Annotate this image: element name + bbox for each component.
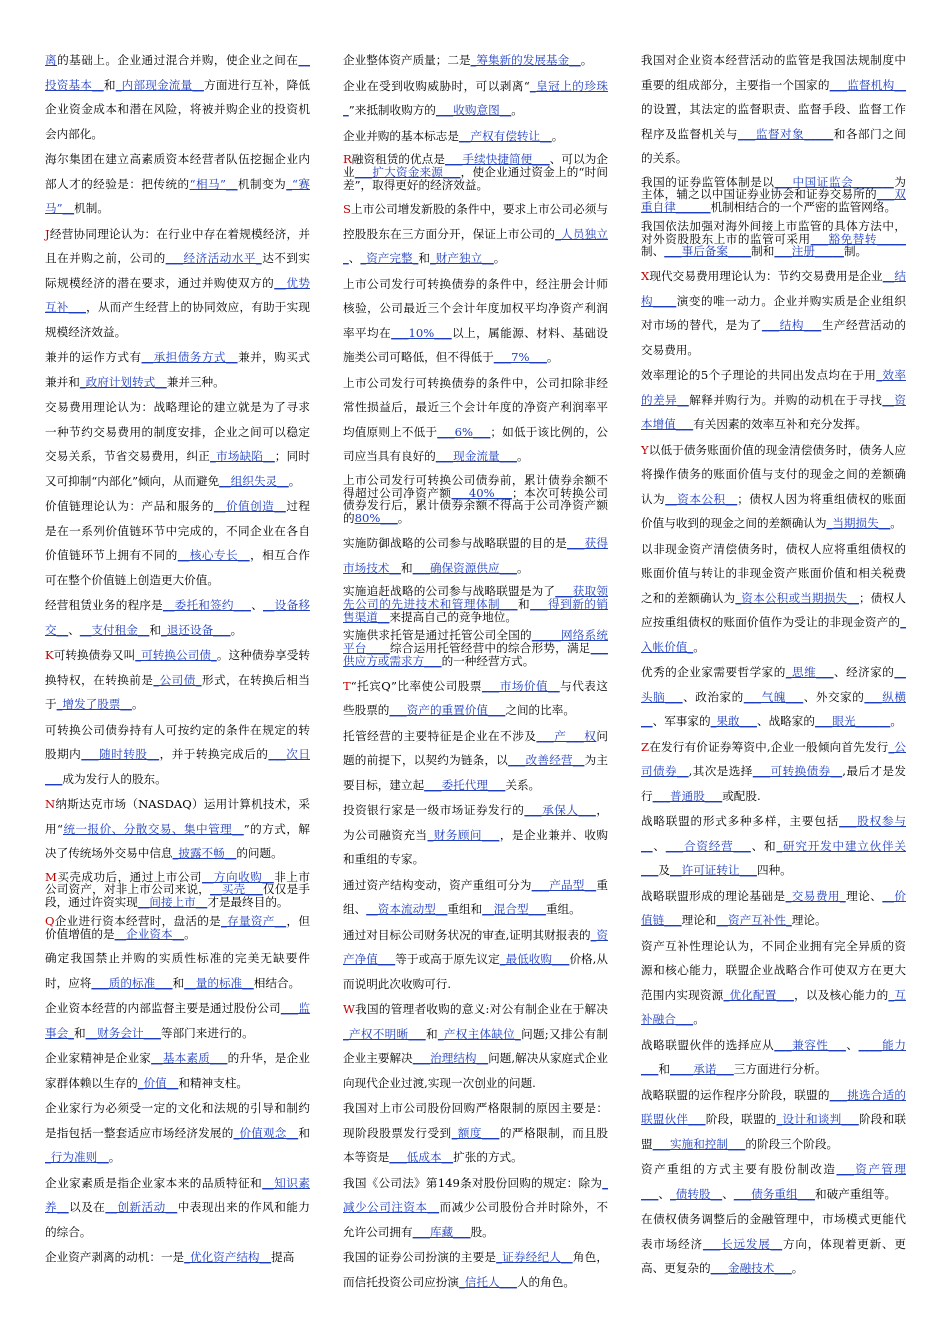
fill-in-answer: ___兼容性___ [774,1037,846,1052]
fill-in-answer: ___市场价值__ [481,678,560,693]
paragraph: 在债权债务调整后的金融管理中，市场模式更能代表市场经济___长远发展__方向，体现着更新、更高、更复杂的___金融技术___。 [641,1212,906,1276]
paragraph: 托管经营的主要特征是企业在不涉及___产___权问题的前提下，以契约为链条，以___改善经营__为主要目标，建立起___委托代理___关系。 [343,728,608,792]
fill-in-answer: _内部现金流量__ [115,77,204,92]
fill-in-answer: _市场缺陷__ [210,449,275,463]
fill-in-answer: ___6%___ [437,424,491,439]
fill-in-answer: __资产互补性_ [716,913,792,928]
paragraph: 实施追赶战略的公司参与战略联盟是为了___获取领先公司的先进技术和管理体制___和___得到新的销售渠道__来提高自己的竞争地位。 [343,584,608,624]
fill-in-answer: ___监事会_ [45,1001,310,1040]
fill-in-answer: _价值__ [137,1075,179,1090]
fill-in-answer: __混合型___ [482,902,546,917]
fill-in-answer: __产权有偿转让__ [458,128,552,143]
fill-in-answer: ___结构___ [761,318,822,333]
paragraph: 企业家素质是指企业家本来的品质特征和__知识素养__以及在__创新活动__中表现出来的作风和能力的综合。 [45,1175,310,1239]
paragraph: 优秀的企业家需要哲学家的_思维___、经济家的__头脑___、政治家的___气魄___、外交家的___纵横__、军事家的_果敢___、战略家的___眼光______。 [641,665,906,729]
paragraph: 战略联盟的形式多种多样，主要包括___股权参与__、___合资经营___、和_研究开发中建立伙伴关___及__许可证转让___四种。 [641,814,906,878]
fill-in-answer: ___气魄___ [743,689,804,704]
fill-in-answer: _思维___ [785,665,834,680]
fill-in-answer: _当期损失__ [826,516,891,531]
fill-in-answer: ___资产的重置价值___ [389,703,506,718]
fill-in-answer: ___股权参与__ [641,814,906,853]
fill-in-answer: ___实施和控制___ [652,1136,746,1151]
fill-in-answer: ___合资经营___ [665,838,751,853]
fill-in-answer: _减少公司注资本__ [343,1175,608,1215]
index-letter: X [641,269,650,284]
fill-in-answer: _退还设备___ [161,622,231,637]
paragraph: T“托宾Q”比率使公司股票___市场价值__与代表这些股票的___资产的重置价值___之间的比率。 [343,678,608,718]
fill-in-answer: _皇冠上的珍珠_ [343,78,608,117]
paragraph: 我国《公司法》第149条对股份回购的规定：除为_减少公司注资本__而减少公司股份合并时除外，不允许公司拥有___库藏___股。 [343,1175,608,1239]
fill-in-answer: _资本公积或当期损失__ [735,590,859,605]
fill-in-answer: ___长远发展__ [702,1236,783,1251]
paragraph: 投资银行家是一级市场证券发行的___承保人___，为公司融资充当_财务顾问___，是企业兼并、收购和重组的专家。 [343,803,608,867]
fill-in-answer: _政府计划转式__ [79,374,167,389]
fill-in-answer: __间接上市__ [137,895,208,910]
paragraph: 确定我国禁止并购的实质性标准的完美无缺要件时，应将___质的标准___和__量的标准__相结合。 [45,951,310,990]
fill-in-answer: ___随时转股__ [81,747,160,761]
fill-in-answer: _效率的差异__ [641,368,906,407]
fill-in-answer: ___库藏___ [412,1224,471,1239]
fill-in-answer: __委托和签约___ [162,598,252,612]
fill-in-answer: _优化资产结构__ [184,1250,272,1265]
paragraph: 我国的证券监管体制是以___中国证监会_______为主体，辅之以中国证券业协会和证券交易所的___双重自律______机制相结合的一个严密的监管网络。 [641,174,906,215]
fill-in-answer: __设备移交__ [45,598,310,637]
fill-in-answer: ___现金流量___ [435,449,517,464]
fill-in-answer: ___7%___ [493,350,547,365]
fill-in-answer: ____能力___ [641,1037,906,1077]
paragraph: 交易费用理论认为：战略理论的建立就是为了寻求一种节约交易费用的制度安排，企业之间可以稳定交易关系，节省交易费用，纠正_市场缺陷__；同时又可抑制“内部化”倾向，从而避免__组织失灵__。 [45,400,310,488]
paragraph: 以非现金资产清偿债务时，债权人应将重组债权的账面价值与转让的非现金资产账面价值和相关税费之和的差额确认为_资本公积或当期损失__；债权人应按重组债权的账面价值作为受让的非现金资产的_入帐价值_。 [641,541,906,654]
fill-in-answer: __价值链___ [641,888,906,928]
fill-in-answer: __方向收购__ [201,869,274,884]
fill-in-answer: _资产完整_ [360,251,419,266]
index-letter: Z [641,739,650,754]
fill-in-answer: __资本增值___ [641,392,906,432]
fill-in-answer: _财务顾问___ [427,827,500,842]
index-letter: W [343,1002,355,1017]
paragraph: 上市公司发行可转换债券的条件中，公司扣除非经常性损益后，最近三个会计年度的净资产利润率平均值原则上不低于___6%___；如低于该比例的，公司应当具有良好的___现金流量___。 [343,375,608,464]
fill-in-answer: ___监督机构__ [829,77,906,92]
fill-in-answer: ___监督对象_____ [737,126,834,141]
paragraph: 我国对企业资本经营活动的监管是我国法规制度中重要的组成部分，主要指一个国家的___监督机构__的设置，其法定的监督职责、监督手段、监督工作程序及监督机关与___监督对象_____和各部门之间的关系。 [641,53,906,165]
paragraph: 上市公司发行可转换公司债券前，累计债券余额不得超过公司净资产额___40%___；本次可转换公司债券发行后，累计债券余额不得高于公司净资产额的80%___。 [343,472,608,526]
fill-in-answer: _行为准则__ [45,1150,109,1165]
fill-in-answer: __许可证转让___ [670,863,757,878]
fill-in-answer: ___豁免替转_____ [810,231,906,246]
index-letter: N [45,797,56,811]
paragraph: 效率理论的5个子理论的共同出发点均在于用_效率的差异__解释并购行为。并购的动机在于寻找__资本增值___有关因素的效率互补和充分发挥。 [641,368,906,432]
fill-in-answer: ___可转换债券__ [752,764,843,779]
paragraph: 我国依法加强对海外间接上市监管的具体方法中，对外资股股东上市的监管可采用___豁免替转_____制、___事后备案____制和___注册_____制。 [641,218,906,259]
paragraph: 战略联盟伙伴的选择应从___兼容性___、____能力___和____承诺___三方面进行分析。 [641,1037,906,1077]
fill-in-answer: _价值观念__ [233,1125,299,1140]
fill-in-answer: ___普通股___ [652,788,723,803]
paragraph: 实施供求托管是通过托管公司全国的_____网络系统平台____综合运用托管经营中的综合形势，满足___供应方或需求方___的一种经营方式。 [343,628,608,669]
fill-in-answer: _互补融合___ [641,987,906,1027]
paragraph: 我国对上市公司股份回购严格限制的原因主要是：现阶段股票发行受到_额度___的严格限制，而且股本等资是___低成本__扩张的方式。 [343,1101,608,1165]
fill-in-answer: _交易费用_ [785,888,846,903]
fill-in-answer: ___承保人___ [524,803,596,818]
fill-in-answer: __创新活动__ [105,1200,178,1215]
fill-in-answer: ___产___权 [536,728,597,743]
fill-in-answer: _最低收购___ [499,952,570,967]
fill-in-answer: ___中国证监会_______ [774,174,894,189]
fill-in-answer: _存量资产__ [221,913,287,928]
paragraph: 企业并购的基本标志是__产权有偿转让__。 [343,128,564,143]
column-middle [343,48,608,1295]
paragraph: 海尔集团在建立高素质资本经营者队伍挖掘企业内部人才的经验是：把传统的“相马”__机制变为_“赛马”__机制。 [45,152,310,215]
paragraph: 企业家精神是企业家__基本素质___的升华，是企业家群体赖以生存的_价值__和精神支柱。 [45,1051,310,1090]
paragraph: N纳斯达克市场（NASDAQ）运用计算机技术，采用“统一报价、分散交易、集中管理__”的方式，解决了传统场外交易中信息_披露不畅__的问题。 [45,797,310,860]
paragraph: 通过对目标公司财务状况的审查,证明其财报表的_资产净值___等于或高于原先议定_最低收购___价格,从而说明此次收购可行. [343,927,608,991]
fill-in-answer: _产权主体缺位_ [437,1026,521,1041]
fill-in-answer: _可转换公司债_ [135,648,217,662]
fill-in-answer: ___供应方或需求方___ [343,641,608,669]
fill-in-answer: ___确保资源供应___ [412,560,517,575]
paragraph: 离的基础上。企业通过混合并购，使企业之间在__投资基本__和_内部现金流量__方面进行互补，降低企业资金成本和潜在风险，将被并购企业的投资机会内部化。 [45,53,310,141]
fill-in-answer: ___扩大资金来源___ [354,164,461,179]
fill-in-answer: __承担债务方式__ [141,350,238,364]
fill-in-answer: __支付租金__ [79,622,150,637]
fill-in-answer: __知识素养__ [45,1175,310,1215]
fill-in-answer: _果敢___ [710,714,757,729]
paragraph: 战略联盟形成的理论基础是_交易费用_理论、__价值链___理论和__资产互补性_理论。 [641,888,906,928]
fill-in-answer: _设计和谈判___ [776,1112,859,1127]
fill-in-answer: _财产独立__ [430,251,494,266]
index-letter: M [45,869,57,884]
fill-in-answer: ___产品型__ [531,877,597,892]
fill-in-answer: _债转股__ [670,1186,723,1201]
paragraph: Y以低于债务账面价值的现金清偿债务时，债务人应将操作债务的账面价值与支付的现金之间的差额确认为__资本公积__；债权人因为将重组债权的账面价值与收到的现金之间的差额确认为_当期损失__。 [641,442,906,531]
paragraph: 资产互补性理论认为，不同企业拥有完全异质的资源和核心能力，联盟企业战略合作可使双方在更大范围内实现资源_优化配置___，以及核心能力的_互补融合___。 [641,938,906,1027]
fill-in-answer: ___经济活动水平_ [165,251,262,265]
fill-in-answer: _入帐价值_ [641,615,906,654]
paragraph: J经营协同理论认为：在行业中存在着规模经济，并且在并购之前，公司的___经济活动水平_达不到实际规模经济的潜在要求，通过并购使双方的__优势互补___，从而产生经营上的协同效应，有助于实现规模经济效益。 [45,226,310,339]
fill-in-answer: ___纵横__ [641,689,906,729]
fill-in-answer: ____承诺___ [670,1062,734,1077]
fill-in-answer: __财务会计___ [85,1025,161,1040]
fill-in-answer: ___40%___ [451,485,513,500]
paragraph: 可转换公司债券持有人可按约定的条件在规定的转股期内___随时转股__，并于转换完成后的___次日___成为发行人的股东。 [45,722,310,786]
fill-in-answer: ___治理结构__ [412,1051,489,1066]
fill-in-answer: _公司债_ [153,672,202,687]
fill-in-answer: _筹集新的发展基金__ [470,53,581,67]
column-left [45,48,310,1271]
fill-in-answer: 离 [45,53,58,67]
fill-in-answer: ___收购意图__ [435,103,512,117]
fill-in-answer: __核心专长__ [177,548,250,562]
fill-in-answer: _披露不畅__ [172,846,237,860]
fill-in-answer: _人员独立_ [343,226,608,266]
paragraph: S上市公司增发新股的条件中，要求上市公司必须与控股股东在三方面分开，保证上市公司的_人员独立_、_资产完整_和_财产独立__。 [343,202,608,266]
paragraph: X现代交易费用理论认为：节约交易费用是企业__结构____演变的唯一动力。企业并购实质是企业组织对市场的替代，是为了___结构___生产经营活动的交易费用。 [641,269,906,357]
fill-in-answer: ___眼光______ [814,714,891,729]
paragraph: Q企业进行资本经营时，盘活的是_存量资产__，但价值增值的是__企业资本__。 [45,913,310,941]
paragraph: 价值链理论认为：产品和服务的__价值创造__过程是在一系列价值链环节中完成的，不同企业在各自价值链环节上拥有不同的__核心专长__，相互合作可在整个价值链上创造更大价值。 [45,499,310,587]
fill-in-answer: _“赛马”__ [45,176,310,215]
fill-in-answer: __头脑___ [641,665,906,704]
column-right [641,48,906,1282]
paragraph: 资产重组的方式主要有股份制改造___资产管理___、_债转股__、___债务重组___和破产重组等。 [641,1162,906,1201]
fill-in-answer: __资本流动型__ [366,902,448,917]
fill-in-answer: ___事后备案____ [664,244,752,259]
paragraph: M买壳成功后，通过上市公司__方向收购__非上市公司资产，对非上市公司来说，__买壳___仅仅是手段，通过许资实现__间接上市__才是最终目的。 [45,869,310,910]
index-letter: K [45,648,54,662]
fill-in-answer: ___改善经营__ [508,753,585,768]
fill-in-answer: __资本公积__ [665,491,738,506]
fill-in-answer: ___质的标准___ [91,975,173,990]
index-letter: R [343,152,352,166]
paragraph: 通过资产结构变动，资产重组可分为___产品型__重组、__资本流动型__重组和__混合型___重组。 [343,877,608,917]
paragraph: 企业资本经营的内部监督主要是通过股份公司___监事会_和__财务会计___等部门来进行的。 [45,1001,310,1040]
fill-in-answer: _研究开发中建立伙伴关___ [641,838,906,878]
fill-in-answer: ___得到新的销售渠道__ [343,596,608,624]
fill-in-answer: __结构____ [641,269,906,308]
index-letter: T [343,678,351,693]
paragraph: 上市公司发行可转换债券的条件中，经注册会计师核验，公司最近三个会计年度加权平均净资产利润率平均在___10%___以上，属能源、材料、基础设施类公司可略低，但不得低于___7%___。 [343,276,608,365]
fill-in-answer: __价值创造__ [213,499,286,513]
fill-in-answer: ___获取领先公司的先进技术和管理体制___ [343,584,608,611]
paragraph: 兼并的运作方式有__承担债务方式__兼并，购买式兼并和_政府计划转式__兼并三种。 [45,350,310,389]
fill-in-answer: _证券经纪人__ [496,1250,573,1265]
paragraph: 战略联盟的运作程序分阶段，联盟的___挑选合适的联盟伙伴___阶段，联盟的_设计和谈判___阶段和联盟___实施和控制___的阶段三个阶段。 [641,1087,906,1151]
fill-in-answer: __投资基本__ [45,53,310,92]
fill-in-answer: ___资产管理___ [641,1162,906,1201]
paragraph: K可转换债券又叫_可转换公司债_。这种债券享受转换特权，在转换前是_公司债_形式，在转换后相当于_增发了股票__。 [45,648,310,711]
fill-in-answer: _优化配置___ [723,987,794,1002]
fill-in-answer: “相马”__ [189,176,238,191]
fill-in-answer: ___次日___ [45,747,310,786]
paragraph: 企业整体资产质量；二是_筹集新的发展基金__。 [343,53,593,67]
fill-in-answer: __基本素质___ [151,1051,228,1066]
fill-in-answer: __企业资本__ [114,926,185,941]
fill-in-answer: ___获得市场技术__ [343,536,608,575]
fill-in-answer: ___手续快捷简便___ [444,152,550,166]
fill-in-answer: _产权不明晰___ [343,1026,426,1041]
fill-in-answer: _额度___ [451,1125,500,1140]
paragraph: 实施防御战略的公司参与战略联盟的目的是___获得市场技术__和___确保资源供应___。 [343,536,608,575]
fill-in-answer: ___注册_____ [774,244,844,259]
paragraph: 企业在受到收购威胁时，可以剥离“_皇冠上的珍珠_”来抵制收购方的___收购意图__。 [343,78,608,117]
index-letter: Q [45,913,55,928]
fill-in-answer: _资产净值___ [343,927,608,967]
fill-in-answer: _增发了股票__ [56,697,132,711]
paragraph: 企业家行为必须受一定的文化和法规的引导和制约是指包括一整套适应市场经济发展的_价值观念__和_行为准则__。 [45,1101,310,1165]
fill-in-answer: _公司债券__ [641,739,906,779]
fill-in-answer: ___低成本__ [389,1150,454,1165]
fill-in-answer: __量的标准__ [184,975,254,990]
fill-in-answer: ___金融技术___ [710,1261,792,1276]
fill-in-answer: 80%___ [354,511,398,526]
fill-in-answer: ___双重自律______ [641,187,906,215]
index-letter: J [45,226,50,241]
fill-in-answer: __组织失灵__ [219,473,289,488]
paragraph: 我国的证券公司扮演的主要是_证券经纪人__角色，而信托投资公司应扮演_信托人___人的角色。 [343,1250,608,1289]
fill-in-answer: __买壳___ [210,882,263,897]
fill-in-answer: __优势互补___ [45,275,310,314]
paragraph: W我国的管理者收购的意义:对公有制企业在于解决_产权不明晰___和_产权主体缺位_问题;又排公有制企业主要解决___治理结构__问题,解决从家庭式企业向现代企业过渡,实现一次创业的问题. [343,1002,608,1090]
fill-in-answer: ___债务重组___ [733,1186,815,1201]
paragraph: 企业资产剥离的动机：一是_优化资产结构__提高 [45,1250,295,1265]
index-letter: Y [641,442,649,457]
paragraph: 经营租赁业务的程序是__委托和签约___、__设备移交__、__支付租金__和_退还设备___。 [45,598,310,637]
fill-in-answer: 统一报价、分散交易、集中管理__ [62,821,244,836]
fill-in-answer: _信托人___ [458,1274,517,1289]
paragraph: R融资租赁的优点是___手续快捷简便___、可以为企业___扩大资金来源___，使企业通过资金上的“时间差”，取得更好的经济效益。 [343,152,608,192]
index-letter: S [343,202,351,217]
fill-in-answer: _____网络系统平台____ [343,628,608,656]
fill-in-answer: ___挑选合适的联盟伙伴___ [641,1087,906,1127]
fill-in-answer: ___10%___ [391,325,452,340]
fill-in-answer: ___委托代理___ [424,777,506,792]
paragraph: Z在发行有价证券筹资中,企业一般倾向首先发行_公司债券__,其次是选择___可转换债券__,最后才是发行___普通股___或配股. [641,739,906,803]
